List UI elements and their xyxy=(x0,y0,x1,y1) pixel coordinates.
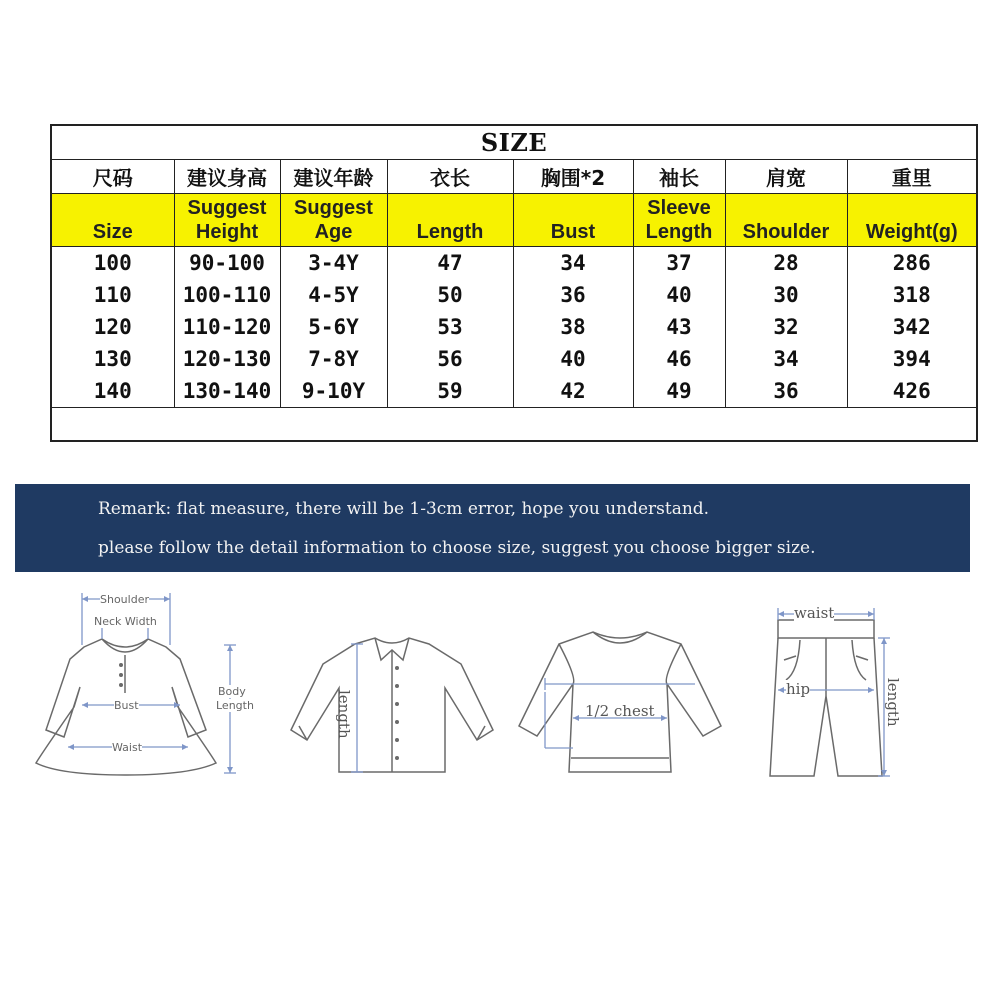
table-cell: 120-130 xyxy=(174,343,280,375)
table-cell: 100-110 xyxy=(174,279,280,311)
header-en-cell xyxy=(847,194,977,247)
header-cn-cell: 衣长 xyxy=(387,160,513,194)
header-en-line2: Weight(g) xyxy=(865,221,958,243)
table-cell: 46 xyxy=(633,343,725,375)
pants-length-label: length xyxy=(884,678,902,727)
table-blank-row xyxy=(51,408,977,442)
header-en-line1: Suggest xyxy=(187,197,267,219)
header-cn-cell: 重里 xyxy=(847,160,977,194)
table-cell: 37 xyxy=(633,247,725,280)
size-chart-table xyxy=(50,124,978,442)
table-cell: 50 xyxy=(387,279,513,311)
header-en-line2: Bust xyxy=(550,221,596,243)
table-cell: 4-5Y xyxy=(280,279,387,311)
header-en-line2: Size xyxy=(92,221,133,243)
table-cell: 42 xyxy=(513,375,633,408)
table-blank-cell xyxy=(51,408,977,442)
table-cell: 100 xyxy=(51,247,174,280)
body-label: Body xyxy=(218,685,246,698)
header-en-cell xyxy=(513,194,633,247)
table-cell: 394 xyxy=(847,343,977,375)
table-cell: 56 xyxy=(387,343,513,375)
header-en-line2: Shoulder xyxy=(742,221,830,243)
table-cell: 40 xyxy=(633,279,725,311)
header-en-line2: Height xyxy=(195,221,259,243)
table-cell: 47 xyxy=(387,247,513,280)
table-cell: 59 xyxy=(387,375,513,408)
table-cell: 36 xyxy=(513,279,633,311)
table-cell: 34 xyxy=(513,247,633,280)
table-cell: 318 xyxy=(847,279,977,311)
table-cell: 3-4Y xyxy=(280,247,387,280)
header-en-line1: Sleeve xyxy=(647,197,711,219)
remark-line-2: please follow the detail information to choose size, suggest you choose bigger size. xyxy=(98,538,816,558)
table-cell: 49 xyxy=(633,375,725,408)
bust-label: Bust xyxy=(114,699,139,712)
table-row xyxy=(51,279,977,311)
header-cn-cell: 尺码 xyxy=(51,160,174,194)
pants-measure-diagram xyxy=(760,600,920,785)
header-cn-cell: 胸围*2 xyxy=(513,160,633,194)
header-en-cell xyxy=(633,194,725,247)
table-cell: 53 xyxy=(387,311,513,343)
header-en-line2: Length xyxy=(645,221,713,243)
header-cn-cell: 肩宽 xyxy=(725,160,847,194)
waist-label: waist xyxy=(794,604,835,622)
shirt-length-label: length xyxy=(335,690,353,739)
table-cell: 110 xyxy=(51,279,174,311)
table-row xyxy=(51,311,977,343)
length-label: Length xyxy=(216,699,254,712)
table-cell: 140 xyxy=(51,375,174,408)
header-en-cell xyxy=(280,194,387,247)
shoulder-label: Shoulder xyxy=(100,593,149,606)
header-en-cell xyxy=(174,194,280,247)
sweater-measure-diagram xyxy=(515,618,725,778)
table-cell: 32 xyxy=(725,311,847,343)
table-cell: 110-120 xyxy=(174,311,280,343)
table-row xyxy=(51,247,977,280)
table-cell: 30 xyxy=(725,279,847,311)
table-cell: 342 xyxy=(847,311,977,343)
header-cn-cell: 建议身高 xyxy=(174,160,280,194)
header-en-cell xyxy=(387,194,513,247)
header-en-line1: Suggest xyxy=(294,197,373,219)
table-cell: 90-100 xyxy=(174,247,280,280)
table-cell: 7-8Y xyxy=(280,343,387,375)
header-cn-cell: 建议年龄 xyxy=(280,160,387,194)
table-cell: 286 xyxy=(847,247,977,280)
half-chest-label: 1/2 chest xyxy=(585,702,655,720)
shirt-measure-diagram xyxy=(285,630,500,780)
header-en-cell xyxy=(51,194,174,247)
table-cell: 28 xyxy=(725,247,847,280)
remark-line-1: Remark: flat measure, there will be 1-3cm error, hope you understand. xyxy=(98,499,710,519)
hip-label: hip xyxy=(786,680,811,698)
table-cell: 36 xyxy=(725,375,847,408)
table-cell: 40 xyxy=(513,343,633,375)
neck-width-label: Neck Width xyxy=(94,615,157,628)
table-cell: 5-6Y xyxy=(280,311,387,343)
header-row-chinese xyxy=(51,160,977,194)
table-title: SIZE xyxy=(51,125,977,160)
header-en-cell xyxy=(725,194,847,247)
table-row xyxy=(51,343,977,375)
table-cell: 120 xyxy=(51,311,174,343)
table-cell: 38 xyxy=(513,311,633,343)
dress-measure-diagram xyxy=(20,585,270,795)
header-cn-cell: 袖长 xyxy=(633,160,725,194)
table-row xyxy=(51,375,977,408)
remark-banner xyxy=(15,484,970,572)
table-cell: 43 xyxy=(633,311,725,343)
header-en-line2: Length xyxy=(416,221,484,243)
table-cell: 130 xyxy=(51,343,174,375)
table-cell: 426 xyxy=(847,375,977,408)
table-cell: 34 xyxy=(725,343,847,375)
header-en-line2: Age xyxy=(314,221,353,243)
table-cell: 130-140 xyxy=(174,375,280,408)
header-row-english xyxy=(51,194,977,247)
table-cell: 9-10Y xyxy=(280,375,387,408)
waist-label: Waist xyxy=(112,741,143,754)
